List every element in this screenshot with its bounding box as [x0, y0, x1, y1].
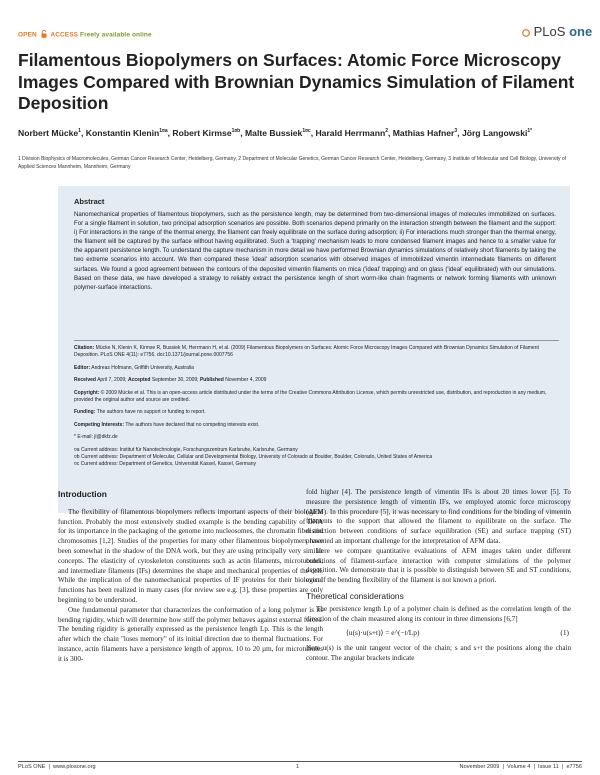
article-metadata	[74, 335, 559, 469]
page-number: 1	[296, 764, 300, 770]
author: Konstantin Klenin$^{1¤a}$,	[85, 127, 173, 138]
equation-1	[306, 627, 571, 641]
author: Harald Herrmann$^2$,	[315, 127, 393, 138]
author: Malte Bussiek$^{1¤c}$,	[245, 127, 316, 138]
article-title: Filamentous Biopolymers on Surfaces: Atomic Force Microscopy Images Compared with Brownian Dynamics Simulation of Filament Deposition	[18, 50, 575, 113]
current-address: ¤b Current address: Department of Molecular, Cellular and Developmental Biology, University of Colorado at Boulder, Boulder, Colorado, United States of America	[74, 454, 433, 461]
author: Mathias Hafner$^3$,	[392, 127, 462, 138]
equation-text: ⟨u(s)·u(s+t)⟩ = e^(−t/Lp)	[346, 628, 420, 638]
author: Jörg Langowski$^{1*}$	[461, 127, 533, 138]
freely-available-label: Freely available online	[80, 31, 152, 39]
divider	[74, 340, 559, 341]
logo-plos-text: PLoS	[533, 24, 566, 39]
author: Norbert Mücke$^1$,	[18, 127, 86, 138]
footer-journal: PLoS ONE | www.plosone.org	[18, 764, 96, 770]
footer-divider	[18, 761, 582, 762]
intro-paragraph: The flexibility of filamentous biopolymers reflects important aspects of their biological function. Probably the most extensively studied example is the bending capability of DNA for its importance in the packaging of the genome into nucleosomes, the chromatin fiber and chromosomes [1,2]. Studies of the properties for many other filamentous biopolymers have been somewhat in the shadow of the DNA work, but they are using principally very similar concepts. The elasticity of cytoskeleton constituents such as actin filaments, microtubules, and intermediate filaments (IFs) determines the shape and mechanical properties of the cell. While the implication of the nanomechanical properties of IF proteins for their biological functions has been realized in many cases (for review see e.g. [3], these properties are only beginning to be understood.	[58, 507, 323, 604]
theory-heading: Theoretical considerations	[306, 590, 404, 601]
open-access-lock-icon	[41, 30, 47, 40]
funding: Funding: The authors have no support or funding to report.	[74, 409, 206, 416]
author: Robert Kirmse$^{1¤b}$,	[172, 127, 246, 138]
open-access-banner	[18, 30, 152, 40]
footer-url[interactable]: www.plosone.org	[53, 764, 96, 770]
affiliations: 1 Division Biophysics of Macromolecules, German Cancer Research Center, Heidelberg, Germany, 2 Department of Molecular Genetics, German Cancer Research Center, Heidelberg, Germany, 3 Institute of Molecular and Cell Biology, University of Applied Sciences Mannheim, Mannheim, Germany	[18, 156, 567, 170]
open-label: OPEN	[18, 31, 37, 39]
current-address: ¤c Current address: Department of Genetics, Universität Kassel, Kassel, Germany	[74, 461, 257, 468]
right-column	[306, 488, 571, 664]
plos-lock-icon	[522, 28, 530, 38]
copyright: Copyright: © 2009 Mücke et al. This is an open-access article distributed under the terms of the Creative Commons Attribution License, which permits unrestricted use, distribution, and reproduction in any medium, provided the original author and source are credited.	[74, 389, 547, 404]
citation: Citation: Mücke N, Klenin K, Kirmse R, Bussiek M, Herrmann H, et al. (2009) Filamentous Biopolymers on Surfaces: Atomic Force Microscopy Images Compared with Brownian Dynamics Simulation of Filament Deposition. PLoS ONE 4(11): e7756. doi:10.1371/journal.pone.0007756	[74, 345, 539, 359]
body-paragraph: fold higher [4]. The persistence length of vimentin IFs is about 20 times lower [5]. To measure the persistence length of vimentin IFs, we employed atomic force microscopy (AFM). In this procedure [5], it was necessary to find conditions for the binding of vimentin filaments to the support that allowed the filament to equilibrate on the surface. The distinction between conditions of surface equilibration (SE) and surface trapping (ST) presented an important challenge for the interpretation of AFM data.	[306, 488, 571, 545]
abstract-box	[58, 186, 570, 513]
equation-number: (1)	[560, 628, 569, 638]
theory-paragraph: The persistence length Lp of a polymer chain is defined as the correlation length of the direction of the chain measured along its contour in three dimensions [6,7]	[306, 604, 571, 623]
footer-issue-info: November 2009 | Volume 4 | Issue 11 | e7756	[459, 764, 582, 770]
current-address: ¤a Current address: Institut für Nanotechnologie, Forschungszentrum Karlsruhe, Karlsruhe, Germany	[74, 446, 298, 453]
plos-one-logo	[522, 24, 592, 39]
editor: Editor: Andreas Hofmann, Griffith University, Australia	[74, 364, 194, 371]
left-column	[58, 490, 323, 665]
introduction-heading: Introduction	[58, 489, 107, 499]
access-label: ACCESS	[50, 31, 79, 39]
email: * E-mail: jl@dkfz.de	[74, 434, 118, 441]
abstract-heading: Abstract	[74, 197, 105, 206]
intro-paragraph: One fundamental parameter that characterizes the conformation of a long polymer is its bending rigidity, which will determine how stiff the polymer behaves against external forces. The bending rigidity is generally expressed as the persistence length Lp. This is the length after which the chain "loses memory" of its initial direction due to thermal fluctuations. For instance, actin filaments have a persistence length of approx. 10 to 20 µm, for microtubules it is 300-	[58, 605, 323, 663]
logo-one-text: one	[569, 24, 593, 39]
author-list	[18, 125, 578, 140]
body-paragraph: Here we compare quantitative evaluations of AFM images taken under different conditions of filament-surface interaction with computer simulations of the polymer deposition. We demonstrate that it is possible to distinguish between SE and ST conditions, even if the bending flexibility of the filament is not known a priori.	[306, 546, 571, 585]
theory-paragraph: Here u(s) is the unit tangent vector of the chain; s and s+t the positions along the chain contour. The angular brackets indicate	[306, 644, 571, 663]
dates: Received April 7, 2009; Accepted September 30, 2009; Published November 4, 2009	[74, 377, 267, 384]
abstract-text: Nanomechanical properties of filamentous biopolymers, such as the persistence length, may be determined from two-dimensional images of molecules immobilized on surfaces. For a single filament in solution, two principal adsorption scenarios are possible. Both scenarios depend primarily on the interaction strength between the filament and the support: i) For interactions in the range of the thermal energy, the filament can freely equilibrate on the surface during adsorption; ii) For interactions much stronger than the thermal energy, the filament will be captured by the surface without having equilibrated. Such a 'trapping' mechanism leads to more condensed filament images and hence to a smaller value for the apparent persistence length. To understand the capture mechanism in more detail we have performed Brownian dynamics simulations of relatively short filaments by taking the two extreme scenarios into account. We then compared these 'ideal' adsorption scenarios with observed images of immobilized vimentin intermediate filaments on different surfaces. We found a good agreement between the contours of the deposited vimentin filaments on mica ('ideal' trapping) and on glass ('ideal' equilibrated) with our simulations. Based on these data, we have developed a strategy to reliably extract the persistence length of short worm-like chain fragments or network forming filaments with unknown polymer-surface interactions.	[74, 211, 556, 291]
competing-interests: Competing Interests: The authors have declared that no competing interests exist.	[74, 421, 260, 428]
